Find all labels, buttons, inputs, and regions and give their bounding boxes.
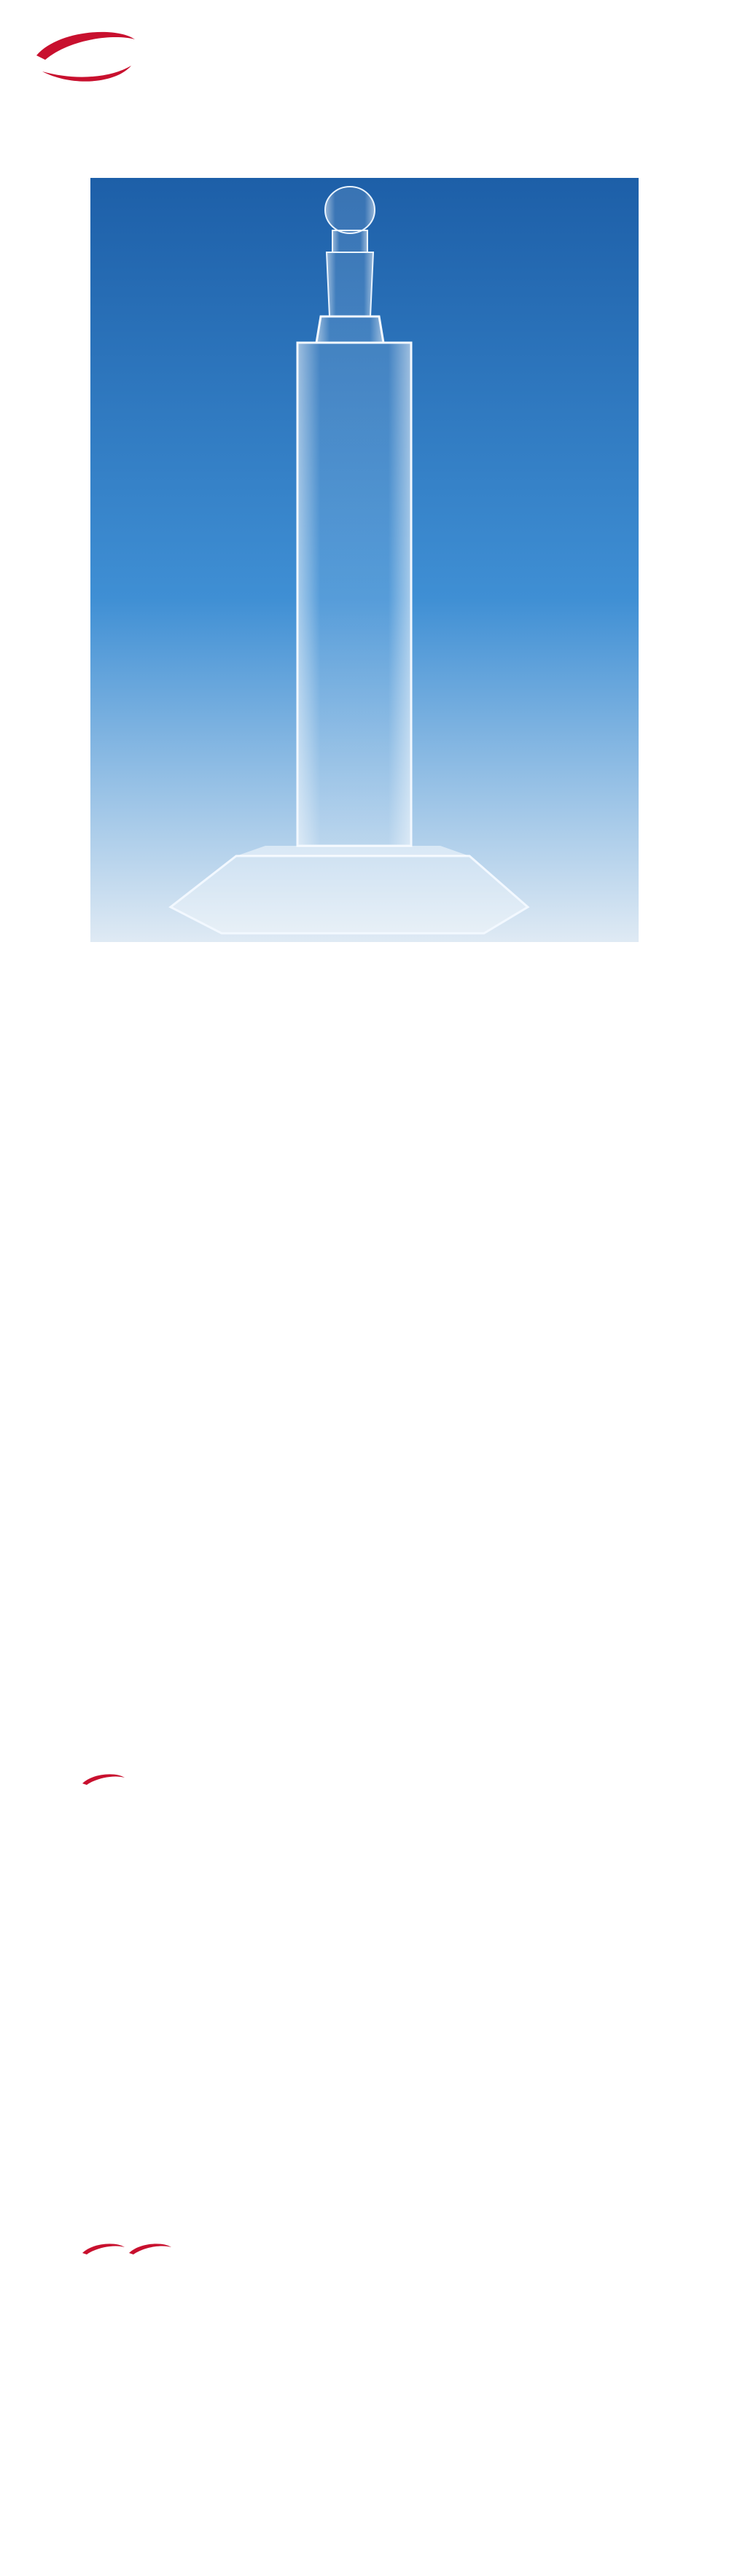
- inline-brand-logo: [79, 1772, 126, 1797]
- product-photo: [90, 178, 639, 942]
- hexagonal-base: [171, 856, 528, 933]
- intro-paragraph-2: [36, 1766, 693, 1799]
- cylinder-body: [297, 343, 411, 846]
- inline-brand-logo: [126, 2241, 173, 2266]
- base-top: [236, 846, 469, 856]
- logo-swoosh-lower: [42, 66, 131, 82]
- stopper-neck: [332, 230, 367, 252]
- brand-logo: [29, 26, 139, 89]
- logo-swoosh: [36, 32, 135, 60]
- stopper-knob: [325, 187, 375, 233]
- cylinder-spout: [316, 316, 383, 343]
- brand-section: [36, 2235, 693, 2269]
- brand-paragraph-2: [36, 2235, 693, 2269]
- stopper-plug: [327, 252, 373, 316]
- tolerance-table: [44, 1433, 685, 1536]
- inline-brand-logo: [79, 2241, 126, 2266]
- intro-section: [36, 1766, 693, 1799]
